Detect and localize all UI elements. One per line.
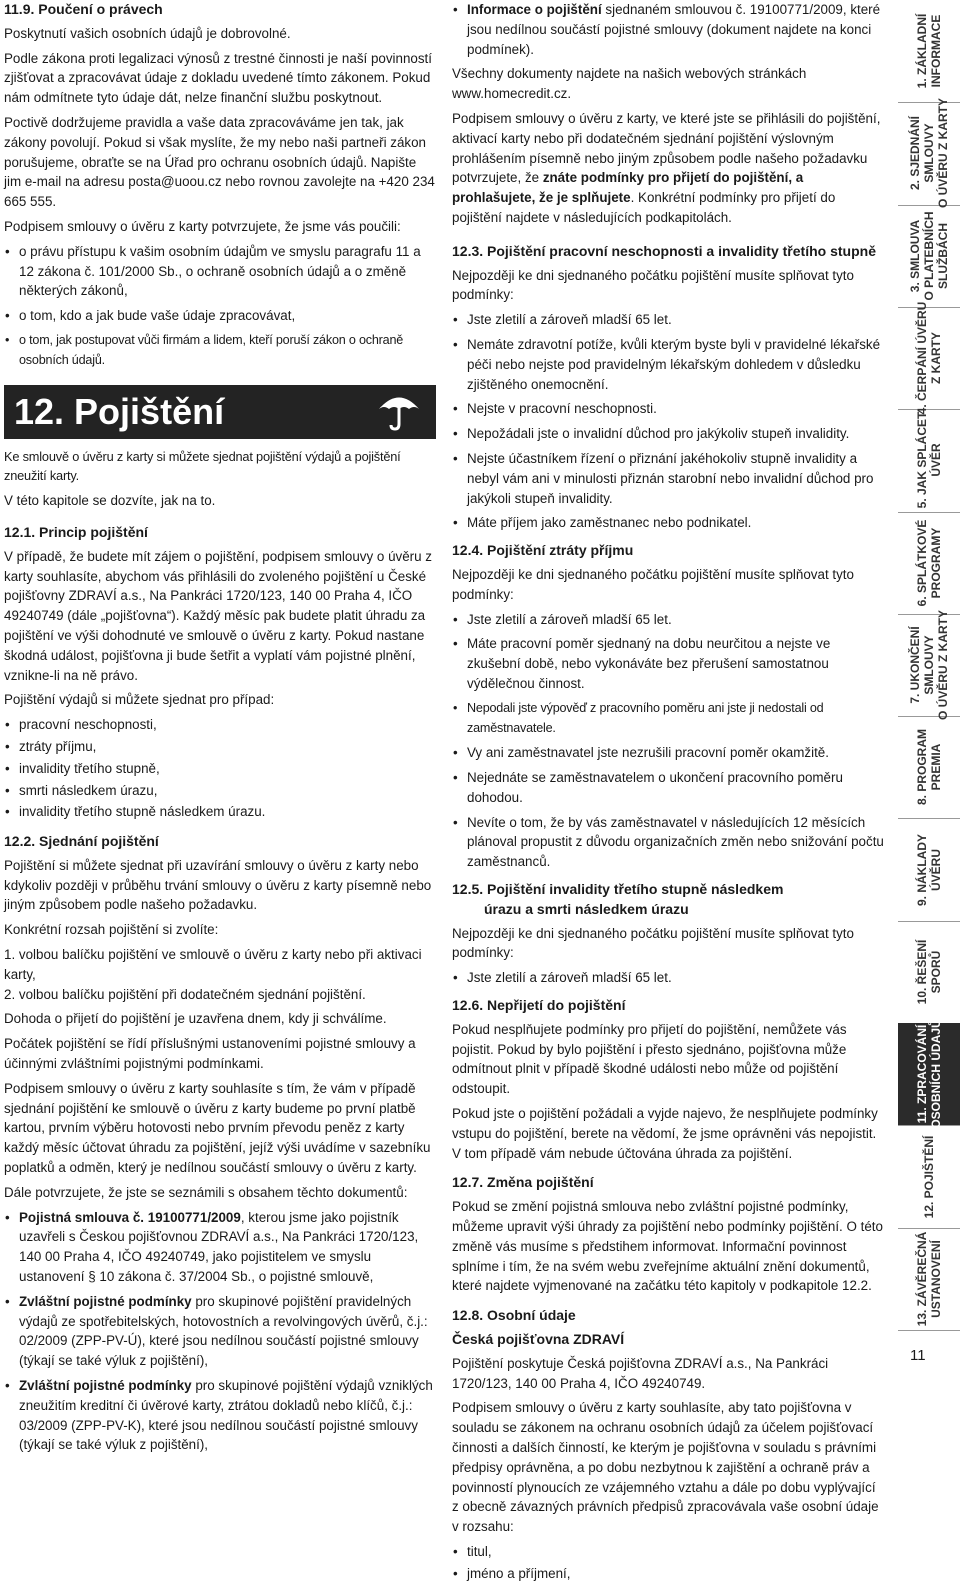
section-12-4-title: 12.4. Pojištění ztráty příjmu [452,542,634,559]
document-item [4,1208,436,1287]
paragraph: Poctivě dodržujeme pravidla a vaše data zpracováváme jen tak, jak zákony povolují. Pokud si však myslíte, že my nebo naši partneři zákon porušujeme, obraťte se na Úřad pro ochranu osobních údajů. Napište jim e-mail na adresu posta@uoou.cz nebo rovnou zavolejte na +420 234 665 555. [4,114,435,210]
sidebar-tab-label: 11. ZPRACOVÁNÍ OSOBNÍCH ÚDAJŮ [915,1019,943,1129]
list-item: • Nepodali jste výpověď z pracovního poměru ani jste ji nedostali od zaměstnavatele. [452,699,884,739]
list-item: • pracovní neschopnosti, [4,715,436,735]
document-name: Pojistná smlouva č. 19100771/2009 [19,1209,241,1225]
section-12-1-title: 12.1. Princip pojištění [4,523,148,540]
list-item: • Jste zletilí a zároveň mladší 65 let. [452,610,884,630]
list-item: • o tom, jak postupovat vůči firmám a lidem, kteří poruší zákon o ochraně osobních údajů. [4,331,436,371]
document-item [4,1292,436,1371]
section-11-9-title: 11.9. Poučení o právech [4,1,163,17]
document-desc: pro skupinové pojištění pravidelných výdajů ze spotřebitelských, hotovostních a revolvingových úvěrů, č.j.: 02/2009 (ZPP-PV-Ú), které jsou nedílnou součástí pojistné smlouvy (týkají se také výluk z pojištění), [19,1293,428,1369]
sidebar-tab-1[interactable] [898,0,960,103]
document-item [4,1376,436,1455]
sidebar-tab-label: 6. SPLÁTKOVÉ PROGRAMY [915,519,943,607]
sidebar-tab-label: 5. JAK SPLÁCET ÚVĚR [915,412,943,509]
sidebar-tab-7[interactable] [898,609,960,720]
paragraph: Nejpozději ke dni sjednaného počátku pojištění musíte splňovat tyto podmínky: [452,267,854,303]
personal-data-list [452,1542,884,1584]
paragraph: Dále potvrzujete, že jste se seznámili s obsahem těchto dokumentů: [4,1184,408,1200]
sidebar-tab-label: 10. ŘEŠENÍ SPORŮ [915,939,943,1005]
document-name: Informace o pojištění [467,2,602,17]
paragraph: Všechny dokumenty najdete na našich webových stránkách www.homecredit.cz. [452,66,807,102]
paragraph: Poskytnutí vašich osobních údajů je dobrovolné. [4,25,291,41]
conditions-list [452,610,884,873]
list-item: • Nemáte zdravotní potíže, kvůli kterým byste byli v pravidelné lékařské péči nebo nejste pod pravidelným lékařským dohledem v důsledku zjištěného onemocnění. [452,335,884,394]
paragraph: V případě, že budete mít zájem o pojištění, podpisem smlouvy o úvěru z karty souhlasíte, abychom vás přihlásili do zvoleného pojištění u České pojišťovny ZDRAVÍ a.s., Na Pankráci 1720/123, 140 00 Praha 4, IČO 49240749 (dále „pojišťovna“). Každý měsíc pak budete platit úhradu za pojištění ve výši dohodnuté ve smlouvě o úvěru z karty. Pokud nastane škodná událost, pojišťovna ji bude šetřit a vyplatí vám pojistné plnění, vznikne-li na ně právo. [4,548,432,683]
paragraph: Podpisem smlouvy o úvěru z karty potvrzujete, že jsme vás poučili: [4,218,401,234]
sidebar-tab-label: 9. NÁKLADY ÚVĚRU [915,833,943,906]
list-item: • Nevíte o tom, že by vás zaměstnavatel v následujících 12 měsících plánoval propustit z důvodu organizačních změn nebo snižování počtu zaměstnanců. [452,813,884,872]
section-12-5-title: 12.5. Pojištění invalidity třetího stupně následkem [452,881,784,898]
sidebar-tab-4[interactable] [898,301,960,415]
sidebar-tab-label: 1. ZÁKLADNÍ INFORMACE [915,13,943,89]
list-item: • Jste zletilí a zároveň mladší 65 let. [452,310,884,330]
text: . Konkrétní podmínky pro přijetí do pojištění najdete v následujících podkapitolách. [452,190,836,225]
text: Podpisem smlouvy o úvěru z karty, ve které jste se přihlásili do pojištění, aktivací karty nebo při dodatečném sjednání pojištění výslovným prohlášením písemně nebo jiným způsobem podle našeho požadavku potvrzujete, že [452,110,881,186]
list-item: • Máte příjem jako zaměstnanec nebo podnikatel. [452,513,884,533]
insurance-cases-list [4,715,436,822]
chapter-banner [4,385,436,439]
sidebar-tab-label: 2. SJEDNÁNÍ SMLOUVY O ÚVĚRU Z KARTY [908,98,950,209]
list-item: • Vy ani zaměstnavatel jste nezrušili pracovní poměr okamžitě. [452,743,884,763]
list-item: • Jste zletilí a zároveň mladší 65 let. [452,968,884,988]
document-desc: , kterou jsme jako pojistník uzavřeli s Českou pojišťovnou ZDRAVÍ a.s., Na Pankráci 1720/123, 140 00 Praha 4, IČO 49240749, jako pojistitelem ve smyslu ustanovení § 10 zákona č. 37/2004 Sb., o pojistné smlouvě, [19,1209,419,1285]
paragraph: Pojištění si můžete sjednat při uzavírání smlouvy o úvěru z karty nebo kdykoliv později v průběhu trvání smlouvy o úvěru z karty písemně nebo jiným způsobem podle našeho požadavku. [4,857,432,913]
sidebar-tab-6[interactable] [898,512,960,615]
conditions-list [452,968,884,988]
right-column [452,0,884,1588]
paragraph: Podle zákona proti legalizaci výnosů z trestné činnosti je naší povinností zjišťovat a zpracovávat údaje z dokladu uvedené tímto zákonem. Pokud nám odmítnete tyto údaje dát, nelze finanční službu poskytnout. [4,50,432,106]
subheading: Česká pojišťovna ZDRAVÍ [452,1331,625,1348]
sidebar-tab-label: 8. PROGRAM PREMIA [915,729,943,806]
document-desc: sjednaném smlouvou č. 19100771/2009, které jsou nedílnou součástí pojistné smlouvy (dokument najdete na konci podmínek). [467,2,881,57]
list-item: • o právu přístupu k vašim osobním údajům ve smyslu paragrafu 11 a 12 zákona č. 101/2000 Sb., o ochraně osobních údajů a o změně některých zákonů, [4,242,436,301]
sidebar-tab-label: 4. ČERPÁNÍ ÚVĚRU Z KARTY [915,301,943,415]
sidebar-tab-12[interactable] [898,1125,960,1228]
sidebar-tab-2[interactable] [898,98,960,209]
list-item: • ztráty příjmu, [4,737,436,757]
documents-list [4,1208,436,1456]
sidebar-tab-3[interactable] [898,205,960,308]
documents-list-cont [452,0,884,59]
paragraph: Konkrétní rozsah pojištění si zvolíte: [4,922,219,938]
umbrella-icon [376,392,422,438]
bold-text: znáte podmínky pro přijetí do pojištění, a prohlašujete, že je splňujete [452,170,804,206]
list-item: • titul, [452,1542,884,1562]
section-12-6-title: 12.6. Nepřijetí do pojištění [452,997,626,1014]
paragraph: Počátek pojištění se řídí příslušnými ustanoveními pojistné smlouvy a účinnými zvláštními pojistnými podmínkami. [4,1036,416,1072]
list-item: • Nejste v pracovní neschopnosti. [452,399,884,419]
paragraph: Pojištění výdajů si můžete sjednat pro případ: [4,692,275,708]
list-item: • Nepožádali jste o invalidní důchod pro jakýkoliv stupeň invalidity. [452,424,884,444]
section-12-8-title: 12.8. Osobní údaje [452,1307,576,1324]
paragraph: Pokud jste o pojištění požádali a vyjde najevo, že nesplňujete podmínky vstupu do pojištění, berete na vědomí, že jsme oprávněni vás nepojistit. V tom případě vám nebude účtována úhrada za pojištění. [452,1106,878,1161]
page-number: 11 [910,1347,926,1364]
sidebar-tab-8[interactable] [898,716,960,819]
document-name: Zvláštní pojistné podmínky [19,1378,192,1394]
sidebar-tab-10[interactable] [898,921,960,1024]
list-item: • o tom, kdo a jak bude vaše údaje zpracovávat, [4,306,436,326]
conditions-list [452,310,884,533]
sidebar-tab-13[interactable] [898,1228,960,1331]
section-12-5-title-cont: úrazu a smrti následkem úrazu [484,900,689,917]
sidebar-tab-11[interactable] [898,1019,960,1129]
list-item: • invalidity třetího stupně, [4,759,436,779]
section-12-2-title: 12.2. Sjednání pojištění [4,833,159,850]
section-12-7-title: 12.7. Změna pojištění [452,1174,594,1191]
chapter-sidebar [898,0,960,1379]
chapter-intro: V této kapitole se dozvíte, jak na to. [4,493,216,509]
chapter-intro: Ke smlouvě o úvěru z karty si můžete sjednat pojištění výdajů a pojištění zneužití karty. [4,448,401,484]
list-item: • invalidity třetího stupně následkem úrazu. [4,802,436,822]
paragraph: Pokud nesplňujete podmínky pro přijetí do pojištění, nemůžete vás pojistit. Pokud by bylo pojištění i přesto sjednáno, pojišťovna může odmítnout plnit v případě škodné události nebo může od pojištění odstoupit. [452,1021,847,1097]
document-item [452,0,884,59]
paragraph: Dohoda o přijetí do pojištění je uzavřena dnem, kdy ji schválíme. [4,1011,387,1027]
option-1: 1. volbou balíčku pojištění ve smlouvě o úvěru z karty nebo při aktivaci karty, [4,947,422,982]
rights-list [4,242,436,371]
list-item: • smrti následkem úrazu, [4,781,436,801]
section-12-3-title: 12.3. Pojištění pracovní neschopnosti a invalidity třetího stupně [452,242,876,259]
left-column [4,0,436,1460]
option-2: 2. volbou balíčku pojištění při dodatečném sjednání pojištění. [4,986,366,1002]
paragraph [452,109,884,228]
paragraph: Podpisem smlouvy o úvěru z karty souhlasíte s tím, že vám v případě sjednání pojištění ke smlouvě o úvěru z karty budeme po první platbě kartou, prvním výběru hotovosti nebo prvním převodu peněz z karty každý měsíc účtovat úhradu za pojištění, jejíž výši uvádíme v sazebníku poplatků a odměn, který je nedílnou součástí smlouvy o úvěru z karty. [4,1080,431,1176]
paragraph: Pojištění poskytuje Česká pojišťovna ZDRAVÍ a.s., Na Pankráci 1720/123, 140 00 Praha 4, IČO 49240749. [452,1355,829,1391]
chapter-title: 12. Pojištění [14,390,225,432]
document-name: Zvláštní pojistné podmínky [19,1293,192,1309]
sidebar-tab-5[interactable] [898,409,960,512]
sidebar-tab-label: 13. ZÁVĚREČNÁ USTANOVENÍ [915,1231,943,1327]
paragraph: Podpisem smlouvy o úvěru z karty souhlasíte, aby tato pojišťovna v souladu se zákonem na ochranu osobních údajů za účelem pojišťovací činnosti a dalších činností, ke kterým je pojišťovna v souladu s právními předpisy oprávněna, a po dobu nezbytnou k zajištění a ochraně práv a povinností plynoucích ze vzájemného vztahu a dále po dobu vyplývající z obecně závazných právních předpisů zpracovávala vaše osobní údaje v rozsahu: [452,1400,879,1535]
sidebar-tab-9[interactable] [898,818,960,921]
list-item: • Máte pracovní poměr sjednaný na dobu neurčitou a nejste ve zkušební době, nebo vykonáváte bez přerušení samostatnou výdělečnou činnost. [452,634,884,693]
list-item: • Nejednáte se zaměstnavatelem o ukončení pracovního poměru dohodou. [452,768,884,808]
sidebar-tab-label: 7. UKONČENÍ SMLOUVY O ÚVĚRU Z KARTY [908,609,950,720]
list-item: • jméno a příjmení, [452,1564,884,1584]
paragraph: Nejpozději ke dni sjednaného počátku pojištění musíte splňovat tyto podmínky: [452,925,854,961]
sidebar-tab-label: 12. POJIŠTĚNÍ [922,1135,936,1218]
paragraph: Nejpozději ke dni sjednaného počátku pojištění musíte splňovat tyto podmínky: [452,566,854,602]
sidebar-tab-label: 3. SMLOUVA O PLATEBNÍCH SLUŽBÁCH [908,211,950,301]
paragraph: Pokud se změní pojistná smlouva nebo zvláštní pojistné podmínky, můžeme upravit výši úhrady za pojištění nebo podmínky pojištění. O této změně vás musíme s předstihem informovat. Informační povinnost splníme i tím, že na svém webu zveřejníme aktuální znění dokumentů, které najdete vyjmenované na začátku této kapitoly v podkapitole 12.2. [452,1199,883,1294]
list-item: • Nejste účastníkem řízení o přiznání jakéhokoliv stupně invalidity a nebyl vám ani v minulosti přiznán starobní nebo invalidní důchod pro jakýkoli stupeň invalidity. [452,449,884,508]
document-desc: pro skupinové pojištění výdajů vzniklých zneužitím kreditní či úvěrové karty, ztrátou dokladů nebo klíčů, č.j.: 03/2009 (ZPP-PV-K), které jsou nedílnou součástí pojistné smlouvy (týkají se také výluk z pojištění), [19,1378,433,1453]
